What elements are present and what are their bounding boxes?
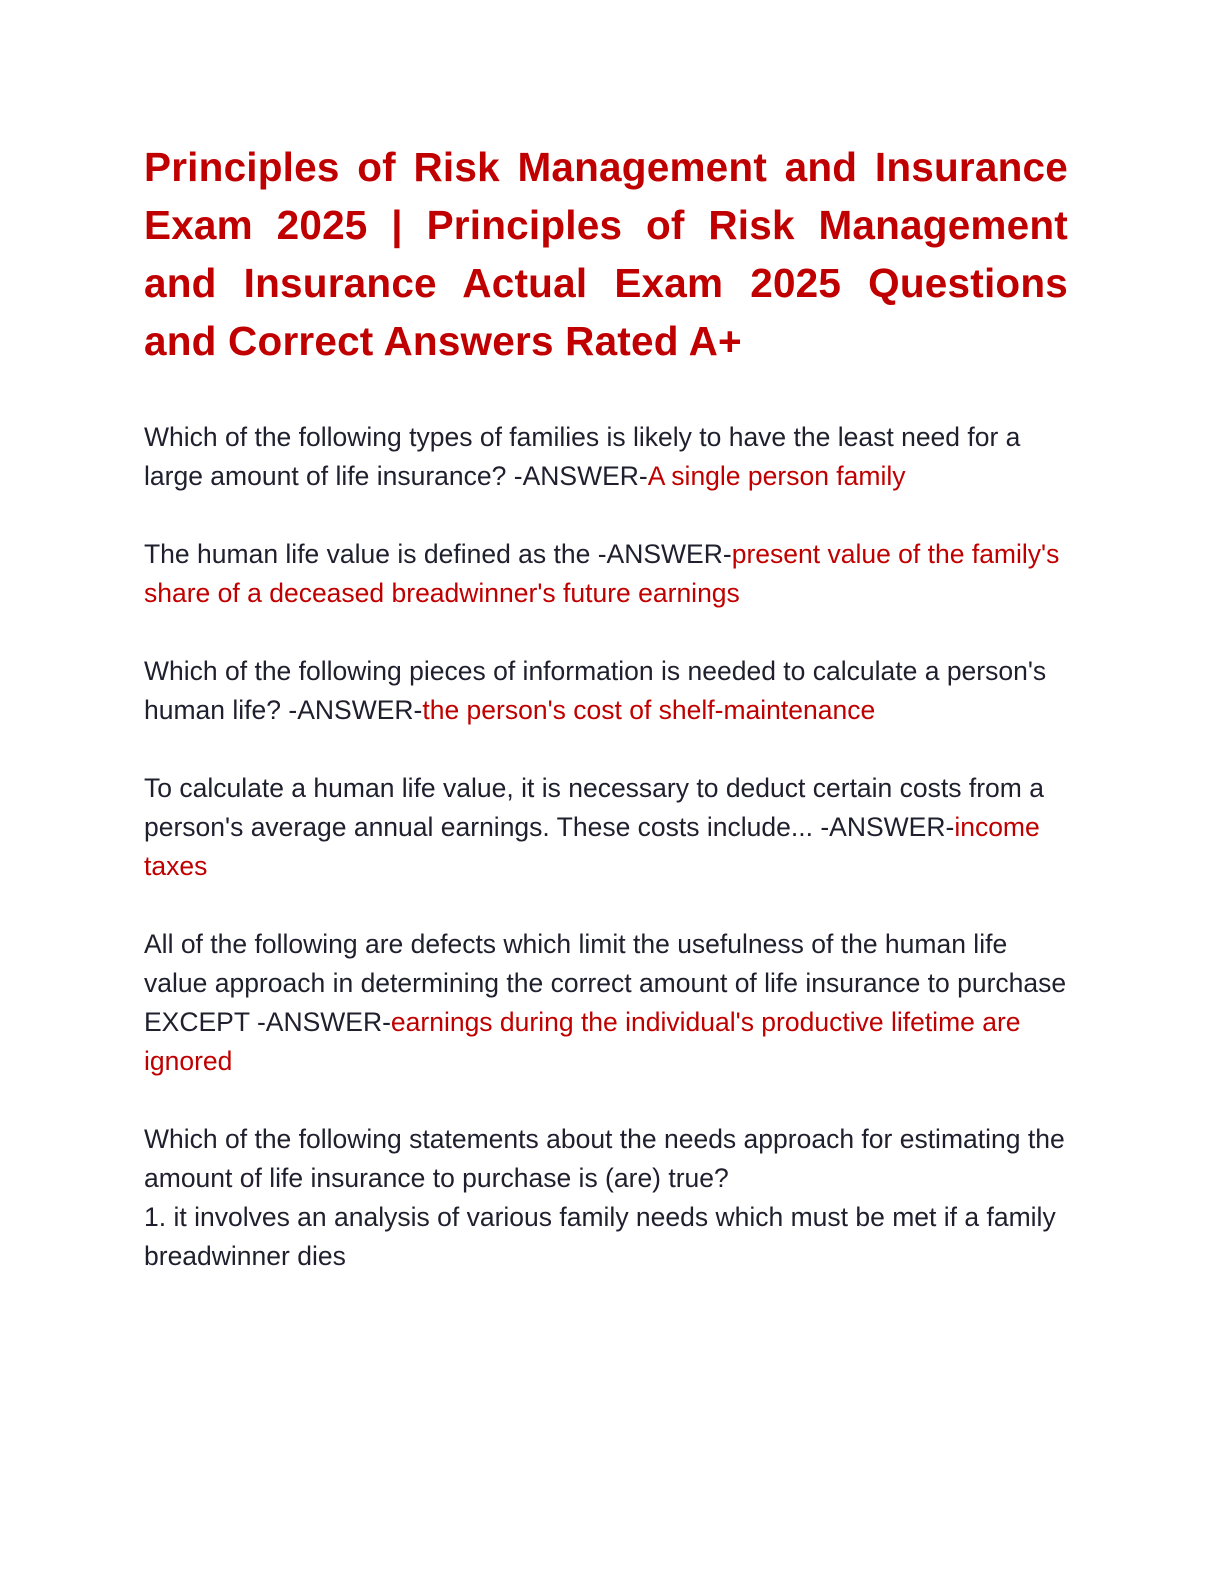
answer-marker: -ANSWER-: [820, 812, 955, 842]
qa-list: [144, 418, 1068, 1276]
answer-marker: -ANSWER-: [256, 1007, 391, 1037]
answer-text: the person's cost of shelf-maintenance: [422, 695, 876, 725]
document-title: Principles of Risk Management and Insurance Exam 2025 | Principles of Risk Management and Insurance Actual Exam 2025 Questions and Correct Answers Rated A+: [144, 144, 1068, 364]
qa-item-last: [144, 1120, 1068, 1276]
answer-text: earnings during the individual's productive lifetime are ignored: [144, 1007, 1021, 1076]
answer-text: income taxes: [144, 812, 1040, 881]
question-text: To calculate a human life value, it is necessary to deduct certain costs from a person's average annual earnings. These costs include...: [144, 773, 1044, 842]
answer-marker: -ANSWER-: [597, 539, 732, 569]
document-content: [144, 138, 1068, 1315]
question-text: Which of the following types of families is likely to have the least need for a large amount of life insurance?: [144, 422, 1021, 491]
answer-marker: -ANSWER-: [513, 461, 648, 491]
qa-item: [144, 418, 1068, 496]
question-text: Which of the following pieces of information is needed to calculate a person's human life?: [144, 656, 1047, 725]
answer-marker: -ANSWER-: [288, 695, 423, 725]
question-text: Which of the following statements about the needs approach for estimating the amount of life insurance to purchase is (are) true?: [144, 1124, 1065, 1193]
answer-text: present value of the family's share of a deceased breadwinner's future earnings: [144, 539, 1060, 608]
answer-text: A single person family: [647, 461, 906, 491]
question-text: The human life value is defined as the: [144, 539, 591, 569]
qa-item: [144, 535, 1068, 613]
qa-item: [144, 925, 1068, 1081]
question-text: All of the following are defects which limit the usefulness of the human life value approach in determining the correct amount of life insurance to purchase EXCEPT: [144, 929, 1067, 1037]
statement-item-1: 1. it involves an analysis of various family needs which must be met if a family breadwinner dies: [144, 1202, 1056, 1271]
qa-item: [144, 652, 1068, 730]
qa-item: [144, 769, 1068, 886]
